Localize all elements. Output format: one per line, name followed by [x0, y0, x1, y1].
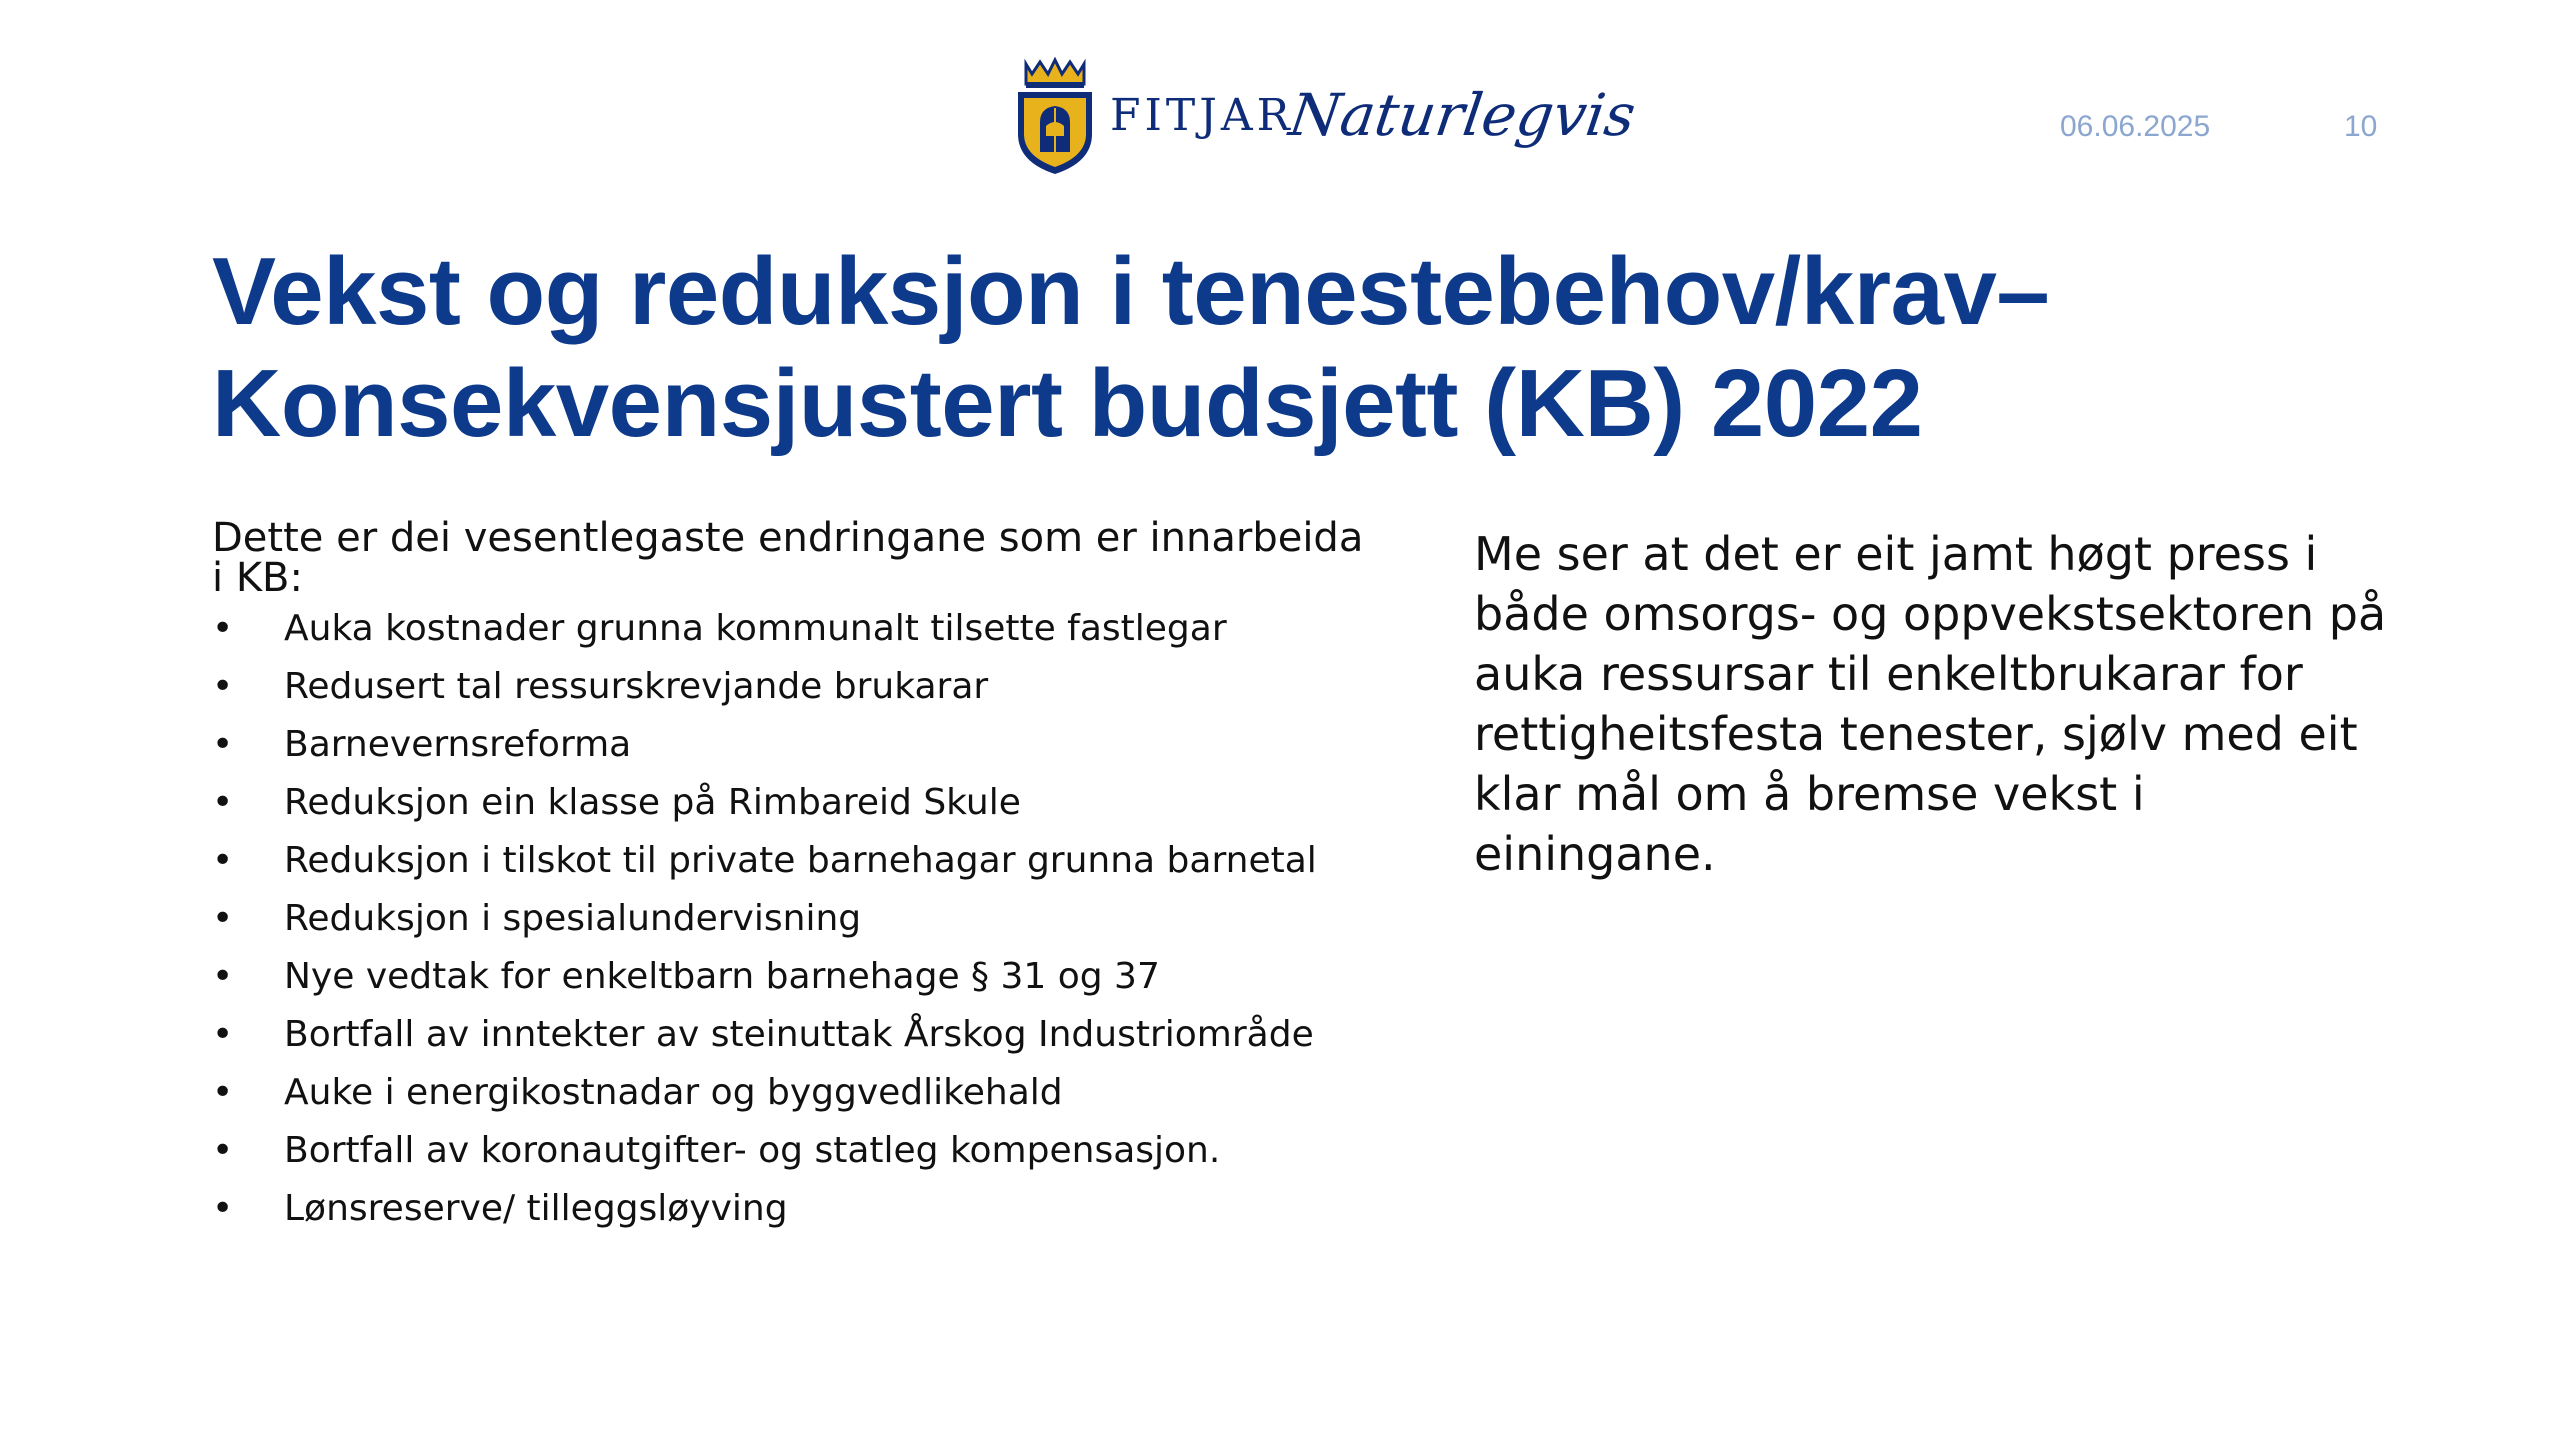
list-item: • Bortfall av koronautgifter- og statleg kompensasjon.: [212, 1134, 1372, 1167]
coat-of-arms-icon: [1010, 56, 1100, 176]
list-item: • Lønsreserve/ tilleggsløyving: [212, 1192, 1372, 1225]
list-item: • Auka kostnader grunna kommunalt tilsette fastlegar: [212, 612, 1372, 645]
list-item: • Bortfall av inntekter av steinuttak Årskog Industriområde: [212, 1018, 1372, 1051]
changes-column: [212, 515, 1372, 1250]
changes-list: [212, 608, 1372, 1229]
list-item: • Redusert tal ressurskrevjande brukarar: [212, 670, 1372, 703]
list-item: • Reduksjon i spesialundervisning: [212, 902, 1372, 935]
slide-page-number: 10: [2344, 110, 2378, 143]
summary-text: Me ser at det er eit jamt høgt press i både omsorgs- og oppvekstsektoren på auka ressursar til enkeltbrukarar for rettigheitsfesta tenester, sjølv med eit klar mål om å bremse vekst i einingane.: [1474, 527, 2387, 881]
list-item: • Nye vedtak for enkeltbarn barnehage § 31 og 37: [212, 960, 1372, 993]
logo-wordmark: FITJAR: [1110, 90, 1294, 141]
list-item: • Auke i energikostnadar og byggvedlikehald: [212, 1076, 1372, 1109]
slide-title-line-2: Konsekvensjustert budsjett (KB) 2022: [212, 350, 1923, 457]
fitjar-logo: [1010, 56, 1640, 176]
slide-date: 06.06.2025: [2060, 110, 2211, 143]
slide-title: [212, 236, 2412, 460]
list-item: • Barnevernsreforma: [212, 728, 1372, 761]
slide-title-line-1: Vekst og reduksjon i tenestebehov/krav–: [212, 238, 2050, 345]
changes-intro: Dette er dei vesentlegaste endringane som er innarbeida i KB:: [212, 515, 1364, 601]
list-item: • Reduksjon i tilskot til private barnehagar grunna barnetal: [212, 844, 1372, 877]
logo-tagline: Naturlegvis: [1285, 81, 1640, 149]
list-item: • Reduksjon ein klasse på Rimbareid Skule: [212, 786, 1372, 819]
